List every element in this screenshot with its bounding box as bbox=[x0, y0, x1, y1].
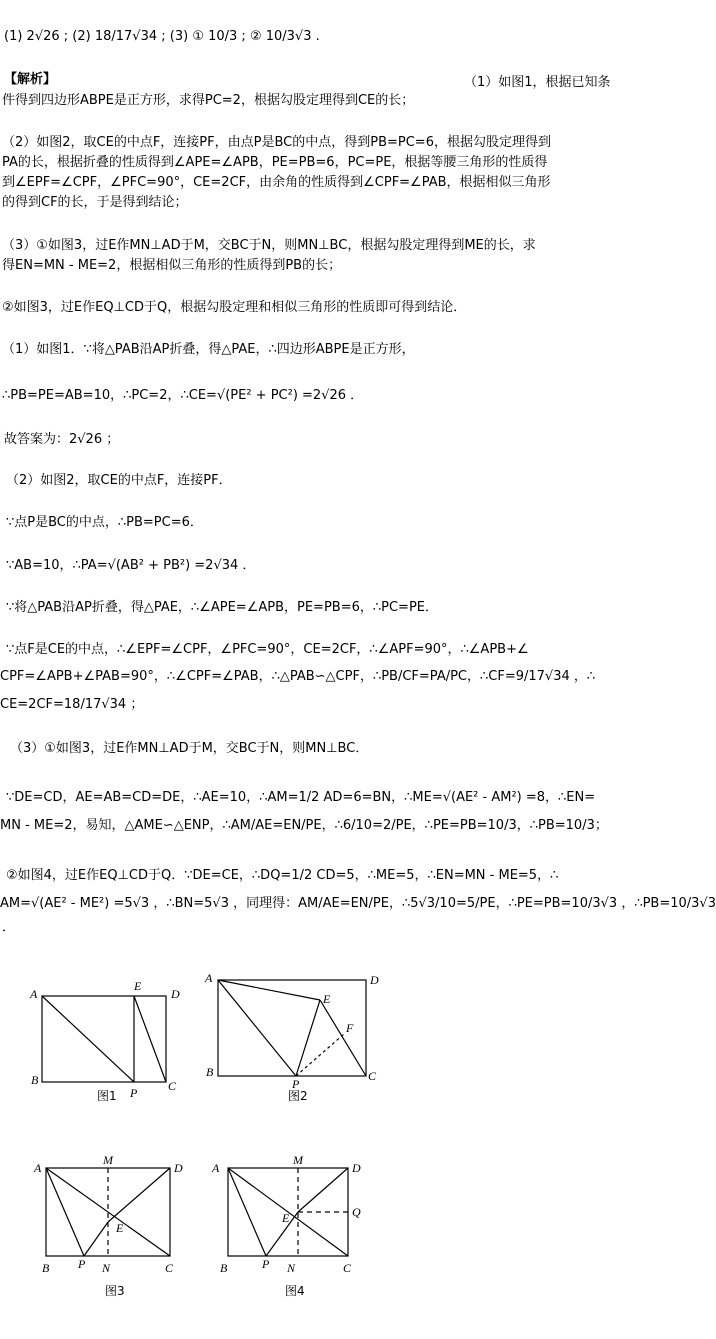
fig1-label-E: E bbox=[134, 979, 142, 993]
fig3-label-M: M bbox=[103, 1153, 113, 1167]
fig4-label-N: N bbox=[287, 1261, 296, 1275]
fig2-label-C: C bbox=[368, 1069, 377, 1083]
analysis-p3-line-2: 得EN=MN - ME=2，根据相似三角形的性质得到PB的长； bbox=[2, 258, 342, 273]
fig3-label-C: C bbox=[165, 1261, 174, 1275]
solution-line-6: ∵AB=10，∴PA=√(AB² + PB²) =2√34 ． bbox=[6, 558, 256, 573]
fig2-label-D: D bbox=[370, 973, 379, 987]
figure-3 bbox=[46, 1168, 170, 1256]
geometry-figures bbox=[0, 960, 630, 1339]
solution-line-10: CE=2CF=18/17√34 ； bbox=[0, 697, 144, 712]
fig4-label-E: E bbox=[282, 1211, 290, 1225]
fig3-label-P: P bbox=[78, 1257, 86, 1271]
fig2-label-B: B bbox=[206, 1065, 214, 1079]
fig4-label-A: A bbox=[212, 1161, 220, 1175]
answer-line: (1) 2√26 ; (2) 18/17√34 ; (3) ① 10/3 ; ② 10/3√3 . bbox=[4, 29, 320, 44]
fig2-label-E: E bbox=[323, 992, 331, 1006]
fig1-label-A: A bbox=[30, 987, 38, 1001]
fig2-label-A: A bbox=[205, 971, 213, 985]
fig3-label-D: D bbox=[174, 1161, 183, 1175]
fig1-caption: 图1 bbox=[97, 1089, 117, 1103]
solution-line-3: 故答案为：2√26 ； bbox=[4, 432, 120, 447]
solution-line-9: CPF=∠APB+∠PAB=90°，∴∠CPF=∠PAB，∴△PAB∽△CPF，∴PB/CF=PA/PC，∴CF=9/17√34 ，∴ bbox=[0, 669, 596, 684]
fig4-label-D: D bbox=[352, 1161, 361, 1175]
solution-line-12: ∵DE=CD，AE=AB=CD=DE，∴AE=10，∴AM=1/2 AD=6=BN，∴ME=√(AE² - AM²) =8，∴EN= bbox=[6, 790, 596, 805]
fig4-caption: 图4 bbox=[285, 1284, 305, 1298]
fig3-label-B: B bbox=[42, 1261, 50, 1275]
fig1-label-D: D bbox=[171, 987, 180, 1001]
fig4-label-C: C bbox=[343, 1261, 352, 1275]
analysis-p2-line-4: 的得到CF的长，于是得到结论； bbox=[2, 195, 188, 210]
solution-line-1: （1）如图1．∵将△PAB沿AP折叠，得△PAE，∴四边形ABPE是正方形， bbox=[2, 342, 415, 357]
solution-line-8: ∵点F是CE的中点，∴∠EPF=∠CPF，∠PFC=90°，CE=2CF，∴∠APF=90°，∴∠APB+∠ bbox=[6, 642, 529, 657]
figure-1 bbox=[42, 996, 166, 1082]
fig1-label-B: B bbox=[31, 1073, 39, 1087]
fig2-label-P: P bbox=[292, 1077, 300, 1091]
fig1-label-C: C bbox=[168, 1079, 177, 1093]
figure-2 bbox=[218, 980, 366, 1076]
solution-line-5: ∵点P是BC的中点，∴PB=PC=6． bbox=[6, 515, 203, 530]
solution-line-7: ∵将△PAB沿AP折叠，得△PAE，∴∠APE=∠APB，PE=PB=6，∴PC=PE． bbox=[6, 600, 439, 615]
solution-line-4: （2）如图2，取CE的中点F，连接PF． bbox=[6, 473, 232, 488]
fig3-label-N: N bbox=[102, 1261, 111, 1275]
fig3-label-E: E bbox=[116, 1221, 124, 1235]
fig4-label-B: B bbox=[220, 1261, 228, 1275]
solution-line-11: （3）①如图3，过E作MN⊥AD于M，交BC于N，则MN⊥BC． bbox=[10, 741, 369, 756]
fig4-label-Q: Q bbox=[352, 1205, 361, 1219]
fig1-label-P: P bbox=[130, 1086, 138, 1100]
analysis-p2-line-1: （2）如图2，取CE的中点F，连接PF，由点P是BC的中点，得到PB=PC=6，根据勾股定理得到 bbox=[2, 135, 551, 150]
analysis-heading: 【解析】 bbox=[4, 72, 57, 87]
analysis-p2-line-3: 到∠EPF=∠CPF，∠PFC=90°，CE=2CF，由余角的性质得到∠CPF=∠PAB，根据相似三角形 bbox=[2, 175, 551, 190]
fig2-caption: 图2 bbox=[288, 1089, 308, 1103]
analysis-p4: ②如图3，过E作EQ⊥CD于Q，根据勾股定理和相似三角形的性质即可得到结论． bbox=[2, 300, 467, 315]
analysis-p2-line-2: PA的长，根据折叠的性质得到∠APE=∠APB，PE=PB=6，PC=PE，根据等腰三角形的性质得 bbox=[2, 155, 548, 170]
fig3-label-A: A bbox=[34, 1161, 42, 1175]
solution-line-13: MN - ME=2，易知，△AME∽△ENP，∴AM/AE=EN/PE，∴6/10=2/PE，∴PE=PB=10/3，∴PB=10/3； bbox=[0, 818, 608, 833]
analysis-p1-line-1: （1）如图1，根据已知条 bbox=[464, 75, 611, 90]
fig4-label-M: M bbox=[293, 1153, 303, 1167]
analysis-p1-line-2: 件得到四边形ABPE是正方形，求得PC=2，根据勾股定理得到CE的长； bbox=[2, 93, 415, 108]
fig4-label-P: P bbox=[262, 1257, 270, 1271]
solution-line-14: ②如图4，过E作EQ⊥CD于Q．∵DE=CE，∴DQ=1/2 CD=5，∴ME=5，∴EN=MN - ME=5，∴ bbox=[6, 868, 559, 883]
fig2-label-F: F bbox=[346, 1021, 354, 1035]
solution-line-15: AM=√(AE² - ME²) =5√3 ，∴BN=5√3 ，同理得：AM/AE=EN/PE，∴5√3/10=5/PE，∴PE=PB=10/3√3 ，∴PB=10/3√3 bbox=[0, 896, 716, 911]
solution-line-2: ∴PB=PE=AB=10，∴PC=2，∴CE=√(PE² + PC²) =2√26 ． bbox=[2, 388, 364, 403]
analysis-p3-line-1: （3）①如图3，过E作MN⊥AD于M，交BC于N，则MN⊥BC，根据勾股定理得到ME的长，求 bbox=[2, 238, 536, 253]
solution-line-16: ． bbox=[2, 920, 16, 935]
fig3-caption: 图3 bbox=[105, 1284, 125, 1298]
